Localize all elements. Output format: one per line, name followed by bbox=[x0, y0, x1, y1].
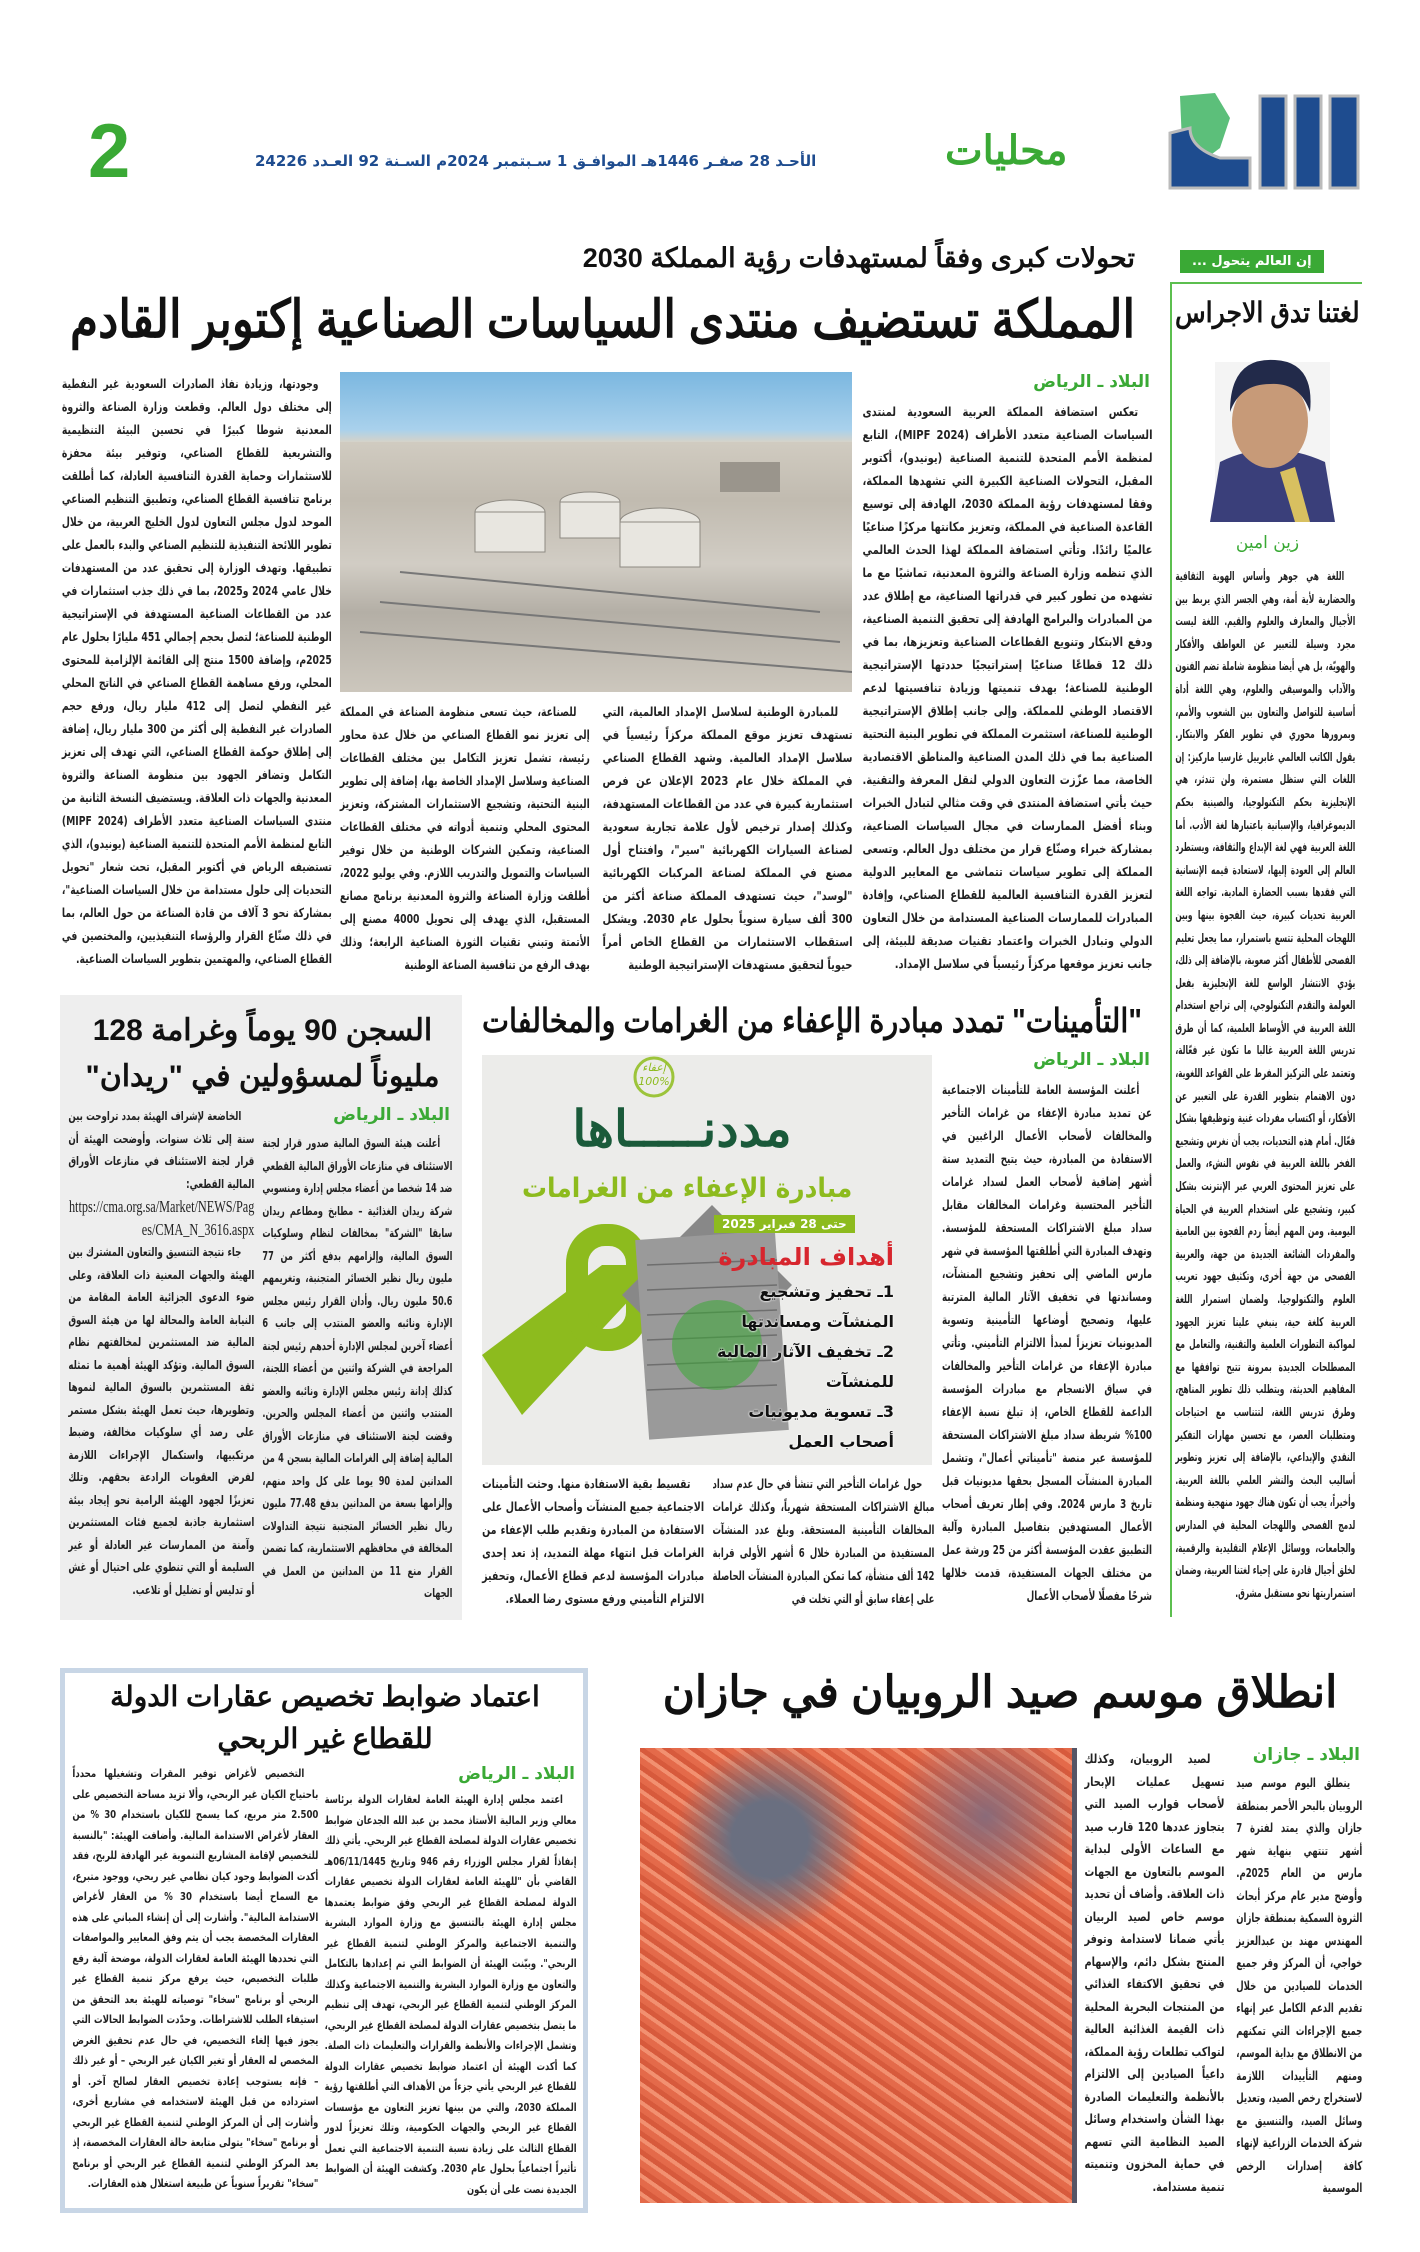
newspaper-logo bbox=[1120, 88, 1365, 190]
jazan-headline-box bbox=[640, 1665, 1360, 1721]
land-column-2: التخصيص لأغراض توفير المقرات وتشغيلها محدداً باحتياج الكيان غير الربحي، وألا تزيد مساحة التخصيص على 2.500 متر مربع، كما يسمح للكيان باستخدام 30 % من العقار لأغراض الاستدامة المالية. وأضافت الهيئة: "بالنسبة للتخصيص لإقامة المشاريع التنموية غير الهادفة للربح، فقد أكدت الضوابط وجود كيان نظامي غير ربحي، ووجود متبرع، مع السماح أيضا باستخدام 30 % من العقار لأغراض الاستدامة المالية". وأشارت إلى أن إنشاء المباني على هذه العقارات المخصصة يجب أن يتم وفق المعايير والمواصفات التي تحددها الهيئة العامة لعقارات الدولة، موضحة آلية رفع طلبات التخصيص، حيث يرفع مركز تنمية القطاع غير الربحي أو برنامج "سخاء" توصياته للهيئة بعد التحقق من استيفاء الطلب للاشتراطات. وحدّدت الضوابط الحالات التي يجوز فيها إلغاء التخصيص، في حال عدم تحقيق الغرض المخصص له العقار أو تغير الكيان غير الربحي – أو غير ذلك – فإنه يستوجب إعادة تخصيص العقار لصالح آخر. أو استرداده من قبل الهيئة لاستخدامه في مشاريع أخرى، وأشارت إلى أن المركز الوطني لتنمية القطاع غير الربحي أو برنامج "سخاء" يتولى متابعة حالة العقارات المخصصة، إذ يعد المركز الوطني لتنمية القطاع غير الربحي أو برنامج "سخاء" تقريراً سنوياً عن طبيعة استغلال هذه العقارات. bbox=[72, 1767, 319, 2190]
column-title-box bbox=[1175, 295, 1360, 331]
insurance-headline: "التأمينات" تمدد مبادرة الإعفاء من الغرامات والمخالفات bbox=[482, 1002, 1142, 1039]
insurance-headline-box bbox=[482, 1000, 1142, 1042]
shrimp-catch-photo bbox=[640, 1748, 1072, 2203]
rydan-column-2: الخاضعة لإشراف الهيئة بمدد تراوحت بين سنة إلى ثلاث سنوات. وأوضحت الهيئة أن قرار لجنة الاستئناف في منازعات الأوراق المالية القطعي: https://cma.org.sa/Market/NEWS/Pages/CMA_N_3616.aspx جاء نتيجة التنسيق والتعاون المشترك بين الهيئة والجهات المعنية ذات العلاقة، وعلى ضوء الدعوى الجزائية العامة المقامة من النيابة العامة والمحالة لها من هيئة السوق المالية ضد المستثمرين لمخالفتهم نظام السوق المالية. وتؤكد الهيئة أهمية ما تمثله ثقة المستثمرين بالسوق المالية لنموها وتطويرها، حيث تعمل الهيئة بشكل مستمر على رصد أي سلوكيات مخالفة، وضبط مرتكبيها، واستكمال الإجراءات اللازمة لفرض العقوبات الرادعة بحقهم. وتلك تعزيزًا لجهود الهيئة الرامية نحو إيجاد بيئة استثمارية جاذبة لجميع فئات المستثمرين وآمنة من الممارسات غير العادلة أو غير السليمة أو التي تنطوي على احتيال أو غش أو تدليس أو تضليل أو تلاعب. bbox=[68, 1109, 254, 1597]
insurance-column-1: أعلنت المؤسسة العامة للتأمينات الاجتماعية عن تمديد مبادرة الإعفاء من غرامات التأخير والمخالفات لأصحاب الأعمال الراغبين في الاستفادة من المبادرة، حيث يتيح التمديد ستة أشهر إضافية لأصحاب العمل لسداد غرامات التأخير المحتسبة وغرامات المخالفات مقابل سداد مبلغ الاشتراكات المستحقة للمؤسسة. وتهدف المبادرة التي أطلقتها المؤسسة في شهر مارس الماضي إلى تحفيز وتشجيع المنشآت، ومساندتها في تخفيف الآثار المالية المترتبة عليها، وتصحيح أوضاعها التأمينية وتسوية المديونيات تعزيزاً لمبدأ الالتزام التأميني. وتأتي مبادرة الإعفاء من غرامات التأخير والمخالفات في سياق الانسجام مع مبادرات المؤسسة الداعمة للقطاع الخاص، إذ تبلغ نسبة الإعفاء 100% شريطة سداد مبلغ الاشتراكات المستحقة للمؤسسة عبر منصة "تأميناتي أعمال"، وتشمل المبادرة المنشآت المسجل بحقها مديونيات قبل تاريخ 3 مارس 2024. وفي إطار تعريف أصحاب الأعمال المستهدفين بتفاصيل المبادرة وآلية التطبيق عقدت المؤسسة أكثر من 25 ورشة عمل من مختلف الجهات المستفيدة، قدمت خلالها شرحًا مفصلًا لأصحاب الأعمال bbox=[942, 1082, 1152, 1603]
column-body: اللغة هي جوهر وأساس الهوية الثقافية والحضارية لأية أمة، وهي الجسر الذي يربط بين الأجيال والمعارف والعلوم والقيم. اللغة ليست مجرد وسيلة للتعبير عن العواطف والأفكار والهويّة، بل هي أيضا منظومة شاملة تضم الفنون والآداب والموسيقى والعلوم، وهي اللغة أداة أساسية للتواصل والتعاون بين الشعوب والأمم، وبمرورها محوري في تطوير الفكر والابتكار. يقول الكاتب العالمي غابرييل غارسيا ماركيز: إن اللغات التي ستظل مستمرة، ولن تندثر، هي الإنجليزية بحكم التكنولوجيا، والصينية بحكم الديموغرافيا، والإسبانية باعتبارها لغة الأدب. أما اللغة العربية فهي لغة الإبداع والثقافة، ويستطرد العالم إلى العودة إليها، لاستعادة قيمه الإنسانية التي فقدها بسبب الحضارة المادية. تواجه اللغة العربية تحديات كبيرة، حيث الفجوة بينها وبين اللهجات المحلية تتسع باستمرار، مما يجعل تعليم الفصحى للأطفال أكثر صعوبة، بالإضافة إلى ذلك، يؤدي الانتشار الواسع للغة الإنجليزية بفعل العولمة والتقدم التكنولوجي، إلى تراجع استخدام اللغة العربية في الأوساط العلمية، كما أن طرق تدريس اللغة العربية غالبا ما تكون غير فعّالة، وتعتمد على التركيز المفرط على القواعد اللغوية، دون الاهتمام بتطوير القدرة على التعبير عن الأفكار، أو اكتساب مفردات غنية وتوظيفها بشكل فعّال. أمام هذه التحديات، يجب أن نغرس وتشجيع الفخر باللغة العربية في نفوس النشء، والعمل على تعزيز المحتوى العربي عبر الإنترنت بشكل كبير، وتشجيع على استخدام العربية في الحياة اليومية. ومن المهم أيضاً ردم الفجوة بين العامية والمفردات الشائعة الجديدة من جهة، والعربية الفصحى من جهة أخرى، وتكثيف جهود تعريب العلوم والتكنولوجيا. ولضمان استمرار اللغة العربية كلغة حية، ينبغي علينا تعزيز الجهود لمواكبة التطورات العلمية والتقنية، والتعامل مع المصطلحات الجديدة بمرونة تتيح توافقها مع المفاهيم الحديثة، ويتطلب ذلك تطوير المناهج، وطرق تدريس اللغة، لتتناسب مع احتياجات ومتطلبات العصر، مع تحسين مهارات التفكير النقدي والإبداعي، بالإضافة إلى تعزيز وتطوير أساليب البحث والنشر العلمي باللغة العربية. وأخيراً، يجب أن تكون هناك جهود منهجية ومنظمة لدمج الفصحى واللهجات المحلية في المدارس والجامعات، ووسائل الإعلام التقليدية والرقمية، لخلق أجيال قادرة على إحياء لغتنا العربية، وضمان استمراريتها نحو مستقبل مشرق. bbox=[1175, 569, 1355, 1600]
goal-item: 1ـ تحفيز وتشجيع المنشآت ومساندتها bbox=[741, 1282, 894, 1331]
lead-headline: المملكة تستضيف منتدى السياسات الصناعية إكتوبر القادم bbox=[69, 291, 1135, 349]
stamp-percent: 100% bbox=[638, 1075, 670, 1088]
goals-title: أهداف المبادرة bbox=[718, 1243, 894, 1271]
brand-part: مدد bbox=[716, 1101, 792, 1157]
author-photo bbox=[1200, 352, 1340, 522]
lead-column-1: تعكس استضافة المملكة العربية السعودية لمنتدى السياسات الصناعية متعدد الأطراف (MIPF 2024)، التابع لمنظمة الأمم المتحدة للتنمية الصناعية (يونيدو)، أكتوبر المقبل، التحولات الصناعية الكبيرة التي تشهدها المملكة، وفقا لمستهدفات رؤية المملكة 2030، الهادفة إلى توسيع القاعدة الصناعية في المملكة، وتعزيز مكانتها مركزًا صناعيًا عالميًا رائدًا. وتأتي استضافة المملكة لهذا الحدث العالمي الذي تنظمه وزارة الصناعة والثروة المعدنية، تماشيًا مع ما تشهده من تطور كبير في قدراتها الصناعية، مع إطلاق عدد من المبادرات والبرامج الهادفة إلى تحقيق التنمية الصناعية، ودفع الابتكار وتنويع القطاعات الصناعية وتعزيزها، بما في ذلك 12 قطاعًا صناعيًا إستراتيجيًا حددتها الإستراتيجية الوطنية للصناعة؛ بهدف تنميتها وزيادة تنافسيتها لدعم الاقتصاد الوطني للمملكة. وإلى جانب إطلاق الإستراتيجية الوطنية للصناعة، استثمرت المملكة في تطوير البنية التحتية الصناعية بما في ذلك المدن الصناعية والمناطق الاقتصادية الخاصة، مما عزّزت التعاون الدولي لنقل المعرفة والتقنية. حيث يأتي استضافة المنتدى في وقت مثالي لتبادل الخبرات وبناء أفضل الممارسات في مجال السياسات الصناعية، بمشاركة خبراء وصنّاع قرار من مختلف دول العالم. وتسعى المملكة إلى تطوير سياسات تتماشى مع المعايير الدولية لتعزيز القدرة التنافسية العالمية للقطاع الصناعي، وإفادة المبادرات للممارسات الصناعية المستدامة من خلال التعاون الدولي وتبادل الخبرات واعتماد تقنيات صديقة للبيئة، إلى جانب تعزيز موقعها مركزاً رئيسياً في سلاسل الإمداد. bbox=[862, 404, 1153, 971]
insurance-column-2: حول غرامات التأخير التي تنشأ في حال عدم سداد مبالغ الاشتراكات المستحقة شهرياً، وكذلك غرامات المخالفات التأمينية المستحقة. وبلغ عدد المنشآت المستفيدة من المبادرة خلال 6 أشهر الأولى قرابة 142 ألف منشأة، كما تمكن المبادرة المنشآت الحاصلة على إعفاء سابق أو التي تخلت في bbox=[712, 1476, 935, 1606]
lead-column-3: للصناعة، حيث تسعى منظومة الصناعة في المملكة إلى تعزيز نمو القطاع الصناعي من خلال عدة محاور رئيسة، تشمل تعزيز التكامل بين مختلف القطاعات الصناعية وسلاسل الإمداد الخاصة بها، إضافة إلى تطوير البنية التحتية، وتشجيع الاستثمارات المشتركة، وتعزيز المحتوى المحلي وتنمية أدواته في مختلف القطاعات الصناعية، وتمكين الشركات الوطنية من خلال توفير السياسات والتمويل والتدريب اللازم. وفي يوليو 2022، أطلقت وزارة الصناعة والثروة المعدنية برنامج مصانع المستقبل، الذي يهدف إلى تحويل 4000 مصنع إلى الأتمتة وتبني تقنيات الثورة الصناعية الرابعة؛ وذلك بهدف الرفع من تنافسية الصناعة الوطنية bbox=[340, 704, 590, 972]
jazan-column-1: ينطلق اليوم موسم صيد الروبيان بالبحر الأحمر بمنطقة جازان والذي يمتد لفترة 7 أشهر تنتهي بنهاية شهر مارس من العام 2025م. وأوضح مدير عام مركز أبحاث الثروة السمكية بمنطقة جازان المهندس مهند بن عبدالعزيز خواجي، أن المركز وفر جميع الخدمات للصيادين من خلال تقديم الدعم الكامل عبر إنهاء جميع الإجراءات التي تمكنهم من الانطلاق مع بداية الموسم، ومنهم التأييدات اللازمة لاستخراج رخص الصيد، وتعديل وسائل الصيد، والتنسيق مع شركة الخدمات الزراعية لإنهاء كافة إصدارات الرخص الموسمية bbox=[1236, 1775, 1362, 2195]
brand-tail: نـــــاها bbox=[572, 1101, 717, 1157]
goals-title-box bbox=[712, 1241, 894, 1273]
insurance-byline: البلاد ـ الرياض bbox=[1033, 1050, 1150, 1070]
infographic-title: مبادرة الإعفاء من الغرامات bbox=[521, 1173, 852, 1204]
column-author: زين امين bbox=[1235, 533, 1300, 553]
jazan-headline: انطلاق موسم صيد الروبيان في جازان bbox=[662, 1668, 1338, 1717]
rydan-column-1: أعلنت هيئة السوق المالية صدور قرار لجنة الاستئناف في منازعات الأوراق المالية القطعي ضد 14 شخصا من أعضاء مجلس إدارة ومنسوبي شركة ريدان الغذائية – مطابخ ومطاعم ريدان سابقا "الشركة" بمخالفات لنظام وسلوكيات السوق المالية، وإلزامهم بدفع أكثر من 77 مليون ريال نظير الخسائر المتجنبة، وتغريمهم 50.6 مليون ريال. وأدان القرار رئيس مجلس الإدارة ونائبه والعضو المنتدب إلى جانب 6 أعضاء آخرين لمجلس الإدارة أحدهم رئيس لجنة المراجعة في الشركة واثنين من أعضاء اللجنة، كذلك إدانة رئيس مجلس الإدارة ونائبه والعضو المنتدب واثنين من أعضاء المجلس والحرين. وقضت لجنة الاستئناف في منازعات الأوراق المالية إضافة إلى الغرامات المالية بسجن 4 من المدانين لمدة 90 يوما على كل واحد منهم، وإلزامها بسعة من المدانين بدفع 77.48 مليون ريال نظير الخسائر المتجنبة نتيجة التداولات المخالفة في محافظهم الاستثمارية، كما تضمن القرار منع 11 من المدانين من العمل في الجهات bbox=[262, 1136, 453, 1600]
land-headline-box bbox=[75, 1676, 575, 1760]
deadline-badge: حتى 28 فبراير 2025 bbox=[714, 1215, 855, 1233]
column-title: لغتنا تدق الاجراس bbox=[1175, 297, 1360, 328]
column-tag: إن العالم يتحول ... bbox=[1180, 250, 1324, 273]
exemption-infographic bbox=[482, 1055, 932, 1465]
infographic-title-box bbox=[522, 1171, 852, 1207]
brand-box bbox=[522, 1099, 842, 1159]
rydan-headline: السجن 90 يوماً وغرامة 128 مليوناً لمسؤولين في "ريدان" bbox=[85, 1014, 440, 1093]
section-title: محليات bbox=[945, 129, 1068, 173]
land-byline: البلاد ـ الرياض bbox=[458, 1764, 575, 1784]
dateline: الأحـد 28 صفـر 1446هـ الموافـق 1 سـبتمبر 2024م السـنة 92 العـدد 24226 bbox=[255, 152, 817, 170]
rydan-byline: البلاد ـ الرياض bbox=[333, 1105, 450, 1125]
stamp-label: إعفاء bbox=[642, 1061, 666, 1074]
lead-kicker-box bbox=[540, 240, 1135, 276]
rydan-headline-box bbox=[70, 1008, 455, 1100]
jazan-byline: البلاد ـ جازان bbox=[1252, 1745, 1360, 1765]
insurance-column-3: تقسيط بقية الاستفادة منها. وحثت التأمينات الاجتماعية جميع المنشآت وأصحاب الأعمال على الاستفادة من المبادرة وتقديم طلب الإعفاء من الغرامات قبل انتهاء مهلة التمديد، إذ تعد إحدى مبادرات المؤسسة لدعم قطاع الأعمال، وتحفيز الالتزام التأميني ورفع مستوى رضا العملاء. bbox=[482, 1476, 704, 1606]
lead-column-4: وجودتها، وزيادة نفاذ الصادرات السعودية غير النفطية إلى مختلف دول العالم. وقطعت وزارة الصناعة والثروة المعدنية شوطا كبيرًا في تحسين البيئة التنظيمية والتشريعية للقطاع الصناعي، وتوفير بيئة محفزة للاستثمارات وحماية القدرة التنافسية العادلة، كما أطلقت برنامج تنافسية القطاع الصناعي، وتطبيق التنظيم الصناعي الموحد لدول مجلس التعاون لدول الخليج العربية، من خلال تطوير اللائحة التنفيذية للتنظيم الصناعي والبدء بالعمل على تطبيقها. وتهدف الوزارة إلى تحقيق عدد من المستهدفات خلال عامي 2024 و2025، بما في ذلك جذب استثمارات في عدد من القطاعات الصناعية المستهدفة في الإستراتيجية الوطنية للصناعة؛ لتصل بحجم إجمالي 451 مليارًا بحلول عام 2025م، وإضافة 1500 منتج إلى القائمة الإلزامية للمحتوى المحلي، ورفع مساهمة القطاع الصناعي في الناتج المحلي غير النفطي لتصل إلى 412 مليار ريال، ورفع حجم الصادرات غير النفطية إلى أكثر من 300 مليار ريال، إضافة إلى إطلاق حوكمة القطاع الصناعي، التي تهدف إلى تعزيز التكامل وتضافر الجهود بين منظومة الصناعة والثروة المعدنية والجهات ذات العلاقة. ويستضيف النسخة الثانية من منتدى السياسات الصناعية متعدد الأطراف (MIPF 2024) التابع لمنظمة الأمم المتحدة للتنمية الصناعية (يونيدو)، الذي تستضيفه الرياض في أكتوبر المقبل، تحت شعار "تحويل التحديات إلى حلول مستدامة من خلال السياسات الصناعية"، بمشاركة نحو 3 آلاف من قادة الصناعة من حول العالم، بما في ذلك صنّاع القرار والرؤساء التنفيذيين، والمختصين في القطاع الصناعي، والمهتمين بتطوير السياسات الصناعية. bbox=[62, 376, 333, 966]
lead-column-2: للمبادرة الوطنية لسلاسل الإمداد العالمية، التي تستهدف تعزيز موقع المملكة مركزاً رئيسياً في سلاسل الإمداد العالمية. وشهد القطاع الصناعي في المملكة خلال عام 2023 الإعلان عن فرص استثمارية كبيرة في عدد من القطاعات المستهدفة، وكذلك إصدار ترخيص لأول علامة تجارية سعودية لصناعة السيارات الكهربائية "سير"، وافتتاح أول مصنع في المملكة لصناعة المركبات الكهربائية "لوسد"، حيث تستهدف المملكة صناعة أكثر من 300 ألف سيارة سنوياً بحلول عام 2030. ويشكل استقطاب الاستثمارات من القطاع الخاص أمراً حيوياً لتحقيق مستهدفات الإستراتيجية الوطنية bbox=[602, 704, 852, 972]
goal-item: 2ـ تخفيف الآثار المالية للمنشآت bbox=[716, 1342, 894, 1391]
cma-link[interactable]: https://cma.org.sa/Market/NEWS/Pages/CMA_N_3616.aspx bbox=[68, 1197, 254, 1239]
lead-byline: البلاد ـ الرياض bbox=[1033, 372, 1150, 392]
lead-kicker: تحولات كبرى وفقاً لمستهدفات رؤية المملكة 2030 bbox=[582, 243, 1135, 273]
photo-edge bbox=[1072, 1748, 1077, 2203]
land-column-1: اعتمد مجلس إدارة الهيئة العامة لعقارات الدولة برئاسة معالي وزير المالية الأستاذ محمد بن عبد الله الجدعان ضوابط تخصيص عقارات الدولة لمصلحة القطاع غير الربحي. يأتي ذلك إنفاذاً لقرار مجلس الوزراء رقم 946 وتاريخ 06/11/1445هـ القاضي بأن "للهيئة العامة لعقارات الدولة تخصيص عقارات الدولة لمصلحة القطاع غير الربحي وفق ضوابط يعتمدها مجلس إدارة الهيئة بالتنسيق مع وزارة الموارد البشرية والتنمية الاجتماعية والمركز الوطني لتنمية القطاع غير الربحي". وبيّنت الهيئة أن الضوابط التي تم إعدادها بالتكامل والتعاون مع وزارة الموارد البشرية والتنمية الاجتماعية وكذلك المركز الوطني لتنمية القطاع غير الربحي، تهدف إلى تنظيم ما يتصل بتخصيص عقارات الدولة لمصلحة القطاع غير الربحي، وتشمل الإجراءات والأنظمة والقرارات والتعليمات ذات الصلة. كما أكدت الهيئة أن اعتماد ضوابط تخصيص عقارات الدولة للقطاع غير الربحي يأتي جزءاً من الأهداف التي أطلقتها رؤية المملكة 2030، والتي من بينها تعزيز التعاون مع مؤسسات القطاع غير الربحي والجهات الحكومية، وتلك تعزيزاً لدور القطاع الثالث على زيادة نسبة التنمية الاجتماعية التي تعمل تأثيراً اجتماعياً بحلول عام 2030. وكشفت الهيئة أن الضوابط الجديدة نصت على أن يكون bbox=[325, 1793, 578, 2196]
lead-headline-box bbox=[70, 288, 1135, 352]
page-number: 2 bbox=[88, 109, 131, 194]
jazan-column-2: لصيد الروبيان، وكذلك تسهيل عمليات الإبحار لأصحاب قوارب الصيد التي يتجاوز عددها 120 قارب صيد مع الساعات الأولى لبداية الموسم بالتعاون مع الجهات ذات العلاقة. وأضاف أن تحديد موسم خاص لصيد الربيان يأتي ضمانا لاستدامة وتوفر المنتج بشكل دائم، والإسهام في تحقيق الاكتفاء الغذائي من المنتجات البحرية المحلية ذات القيمة الغذائية العالية لتواكب تطلعات رؤية المملكة، داعياً الصيادين إلى الالتزام بالأنظمة والتعليمات الصادرة بهذا الشأن واستخدام وسائل الصيد النظامية التي تسهم في حماية المخزون وتنميته تنمية مستدامة. bbox=[1084, 1751, 1224, 2194]
industrial-plant-photo bbox=[340, 372, 852, 692]
land-headline: اعتماد ضوابط تخصيص عقارات الدولة للقطاع غير الربحي bbox=[110, 1681, 540, 1754]
goal-item: 3ـ تسوية مديونيات أصحاب العمل bbox=[748, 1402, 894, 1451]
